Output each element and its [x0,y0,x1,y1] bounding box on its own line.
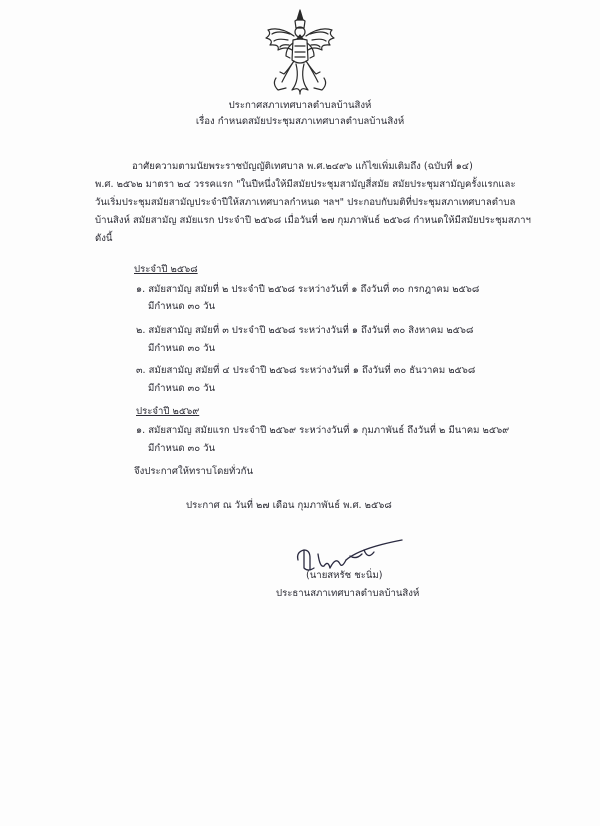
document-subject: เรื่อง กำหนดสมัยประชุมสภาเทศบาลตำบลบ้านสิงห์ [195,116,405,127]
document-title: ประกาศสภาเทศบาลตำบลบ้านสิงห์ [228,100,372,111]
list-item-2568-3-duration: มีกำหนด ๓๐ วัน [148,383,216,394]
signatory-position: ประธานสภาเทศบาลตำบลบ้านสิงห์ [276,588,420,599]
body-line-5: ดังนี้ [95,233,113,244]
list-item-2568-1: ๑. สมัยสามัญ สมัยที่ ๒ ประจำปี ๒๕๖๘ ระหว่างวันที่ ๑ ถึงวันที่ ๓๐ กรกฎาคม ๒๕๖๘ [136,284,480,295]
body-line-1: อาศัยความตามนัยพระราชบัญญัติเทศบาล พ.ศ.๒๔๙๖ แก้ไขเพิ่มเติมถึง (ฉบับที่ ๑๔) [132,161,473,172]
closing-text: จึงประกาศให้ทราบโดยทั่วกัน [134,466,254,477]
body-line-2: พ.ศ. ๒๕๖๒ มาตรา ๒๔ วรรคแรก "ในปีหนึ่งให้มีสมัยประชุมสามัญสี่สมัย สมัยประชุมสามัญครั้งแรกและ [95,179,516,190]
section-heading-2569: ประจำปี ๒๕๖๙ [136,406,200,417]
list-item-2568-1-duration: มีกำหนด ๓๐ วัน [148,301,216,312]
section-heading-2568: ประจำปี ๒๕๖๘ [134,264,198,275]
garuda-emblem-icon [262,8,338,96]
body-line-3: วันเริ่มประชุมสมัยสามัญประจำปีให้สภาเทศบาลกำหนด ฯลฯ" ประกอบกับมติที่ประชุมสภาเทศบาลตำบล [95,197,516,208]
list-item-2569-1: ๑. สมัยสามัญ สมัยแรก ประจำปี ๒๕๖๙ ระหว่างวันที่ ๑ กุมภาพันธ์ ถึงวันที่ ๒ มีนาคม ๒๕๖๙ [136,425,510,436]
list-item-2568-2: ๒. สมัยสามัญ สมัยที่ ๓ ประจำปี ๒๕๖๘ ระหว่างวันที่ ๑ ถึงวันที่ ๓๐ สิงหาคม ๒๕๖๘ [136,325,474,336]
list-item-2569-1-duration: มีกำหนด ๓๐ วัน [148,443,216,454]
list-item-2568-2-duration: มีกำหนด ๓๐ วัน [148,343,216,354]
body-line-4: บ้านสิงห์ สมัยสามัญ สมัยแรก ประจำปี ๒๕๖๘ เมื่อวันที่ ๒๗ กุมภาพันธ์ ๒๕๖๘ กำหนดให้มีสมัยประชุมสภาฯ [95,215,531,226]
signatory-name: (นายสหรัช ชะนิ่ม) [306,570,383,581]
list-item-2568-3: ๓. สมัยสามัญ สมัยที่ ๔ ประจำปี ๒๕๖๘ ระหว่างวันที่ ๑ ถึงวันที่ ๓๐ ธันวาคม ๒๕๖๘ [136,365,476,376]
announcement-date: ประกาศ ณ วันที่ ๒๗ เดือน กุมภาพันธ์ พ.ศ. ๒๕๖๘ [186,500,392,511]
